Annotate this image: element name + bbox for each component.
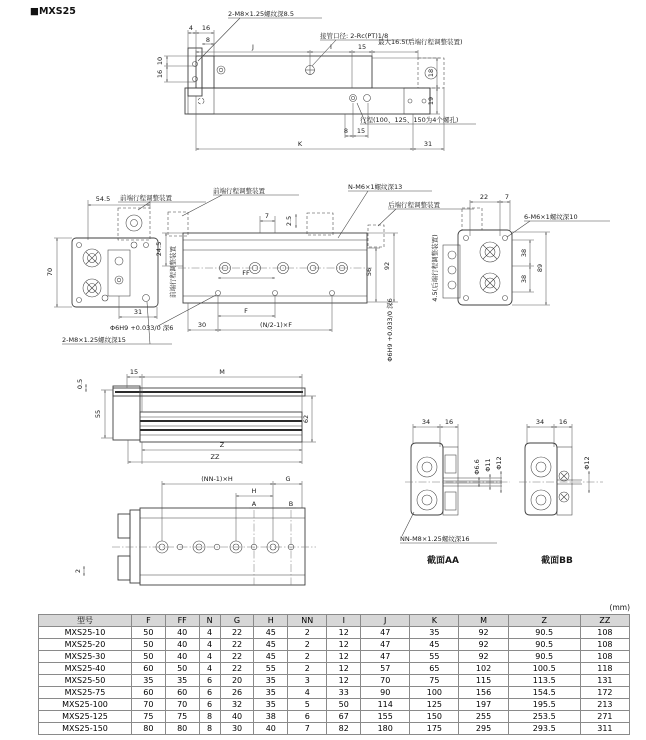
value-cell: 40 [165,651,199,663]
model-cell: MXS25-150 [39,723,132,735]
value-cell: 8 [199,723,220,735]
value-cell: 90.5 [508,627,580,639]
value-cell: 12 [327,663,361,675]
value-cell: 40 [254,723,288,735]
dim-F: F [244,307,248,315]
value-cell: 47 [361,651,410,663]
table-row [39,675,630,687]
guide-bore [417,490,437,510]
value-cell: 70 [361,675,410,687]
value-cell: 156 [459,687,508,699]
dim-H: H [251,487,257,495]
dim-2: 2 [74,568,82,574]
value-cell: 80 [165,723,199,735]
value-cell: 7 [288,723,327,735]
dim-8: 8 [205,36,211,44]
dim-16b: 16 [156,69,164,79]
dim-phi-11: Φ11 [484,458,492,472]
value-cell: 26 [220,687,254,699]
value-cell: 20 [220,675,254,687]
value-cell: 30 [220,723,254,735]
table-row [39,663,630,675]
column-header: N [199,615,220,627]
value-cell: 100 [410,687,459,699]
profile-view [76,368,316,464]
column-header: F [132,615,166,627]
value-cell: 57 [361,663,410,675]
value-cell: 75 [165,711,199,723]
dim-89: 89 [536,263,544,273]
value-cell: 195.5 [508,699,580,711]
section-aa [400,418,510,566]
value-cell: 60 [165,687,199,699]
value-cell: 4 [288,687,327,699]
value-cell: 2 [288,627,327,639]
dim-phi-12: Φ12 [583,456,591,470]
dim-30: 30 [197,321,207,329]
value-cell: 213 [580,699,629,711]
dim-7: 7 [264,212,270,220]
section-line-A-label: A [251,500,257,508]
model-cell: MXS25-75 [39,687,132,699]
value-cell: 90.5 [508,639,580,651]
dim-K: K [297,140,303,148]
value-cell: 40 [165,639,199,651]
column-header: FF [165,615,199,627]
value-cell: 8 [199,711,220,723]
thread-label: N-M6×1螺纹深13 [348,183,403,191]
value-cell: 2 [288,651,327,663]
dim-G: G [285,475,291,483]
dim-22: 22 [479,193,489,201]
model-cell: MXS25-10 [39,627,132,639]
value-cell: 40 [220,711,254,723]
value-cell: 12 [327,675,361,687]
column-header: NN [288,615,327,627]
column-header: K [410,615,459,627]
value-cell: 6 [199,675,220,687]
front-adjuster-label: 前端行程调整装置 [213,187,265,195]
dim-38b: 38 [520,274,528,284]
value-cell: 75 [410,675,459,687]
value-cell: 4 [199,663,220,675]
dim-54-5: 54.5 [95,195,111,203]
value-cell: 50 [132,639,166,651]
value-cell: 253.5 [508,711,580,723]
dim-15: 15 [129,368,139,376]
value-cell: 108 [580,627,629,639]
model-cell: MXS25-30 [39,651,132,663]
side-note: 前端行程调整装置 [169,246,177,298]
model-cell: MXS25-50 [39,675,132,687]
value-cell: 32 [220,699,254,711]
spec-table-header-row [39,615,630,627]
value-cell: 70 [165,699,199,711]
section-bb-caption: 截面BB [541,556,573,566]
stroke-note: 行程(100、125、150为4个螺孔) [360,116,459,124]
value-cell: 6 [199,699,220,711]
table-row [39,699,630,711]
stroke-hole [364,95,371,102]
value-cell: 75 [132,711,166,723]
rear-note: 4.5(后端行程调整装置) [431,234,439,302]
column-header: Z [508,615,580,627]
value-cell: 4 [199,651,220,663]
guide-bore [531,490,551,510]
value-cell: 180 [361,723,410,735]
table-row [39,723,630,735]
value-cell: 45 [254,651,288,663]
value-cell: 118 [580,663,629,675]
table-row [39,639,630,651]
model-cell: MXS25-20 [39,639,132,651]
value-cell: 45 [254,639,288,651]
model-cell: MXS25-100 [39,699,132,711]
value-cell: 45 [410,639,459,651]
max-stroke-label: 最大16.5(后端行程调整装置) [378,38,463,46]
dim-ZZ: ZZ [210,453,220,461]
table-row [39,687,630,699]
value-cell: 295 [459,723,508,735]
spec-table [38,614,630,735]
dim-34: 34 [421,418,431,426]
dim-31: 31 [423,140,433,148]
value-cell: 67 [327,711,361,723]
value-cell: 22 [220,639,254,651]
value-cell: 35 [254,675,288,687]
value-cell: 115 [459,675,508,687]
value-cell: 12 [327,627,361,639]
dim-16: 16 [201,24,211,32]
value-cell: 6 [288,711,327,723]
value-cell: 55 [410,651,459,663]
dim-15b: 15 [356,127,366,135]
value-cell: 45 [254,627,288,639]
dim-92: 92 [383,261,391,271]
column-header: ZZ [580,615,629,627]
value-cell: 35 [254,699,288,711]
dim-16: 16 [444,418,454,426]
value-cell: 3 [288,675,327,687]
column-header: H [254,615,288,627]
value-cell: 12 [327,639,361,651]
column-header: I [327,615,361,627]
side-view [110,182,474,362]
adjuster-dashed-box [118,208,150,240]
value-cell: 108 [580,639,629,651]
value-cell: 35 [132,675,166,687]
spec-table-body [39,627,630,735]
dim-19: 19 [427,96,435,106]
value-cell: 154.5 [508,687,580,699]
value-cell: 175 [410,723,459,735]
column-header: G [220,615,254,627]
section-line-B-label: B [288,500,294,508]
left-end-view [46,193,206,344]
value-cell: 92 [459,651,508,663]
dim-34: 34 [535,418,545,426]
value-cell: 60 [132,663,166,675]
body-outline [458,230,512,305]
port-label: 接管口径: 2-Rc(PT)1/8 [320,32,389,40]
value-cell: 50 [327,699,361,711]
dim-M: M [219,368,225,376]
dim-18: 18 [427,68,435,78]
value-cell: 35 [254,687,288,699]
front-adjuster-label: 前端行程调整装置 [120,194,172,202]
value-cell: 150 [410,711,459,723]
value-cell: 55 [254,663,288,675]
value-cell: 197 [459,699,508,711]
dim-phi-12: Φ12 [495,456,503,470]
value-cell: 6 [199,687,220,699]
value-cell: 47 [361,627,410,639]
value-cell: 125 [410,699,459,711]
value-cell: 131 [580,675,629,687]
value-cell: 255 [459,711,508,723]
stroke-hole [350,95,357,102]
value-cell: 12 [327,651,361,663]
value-cell: 114 [361,699,410,711]
rear-adjuster-label: 后端行程调整装置 [388,201,440,209]
column-header: 型号 [39,615,132,627]
body-outline [411,443,443,515]
value-cell: 47 [361,639,410,651]
value-cell: 155 [361,711,410,723]
dim-31: 31 [133,308,143,316]
dim-J: J [252,43,254,51]
m8-thread-hole [143,295,150,302]
value-cell: 92 [459,627,508,639]
guide-bore [417,457,437,477]
value-cell: 33 [327,687,361,699]
section-aa-caption: 截面AA [427,556,459,566]
section-bb [519,418,603,566]
value-cell: 108 [580,651,629,663]
mount-hole [193,77,198,82]
value-cell: 102 [459,663,508,675]
value-cell: 90.5 [508,651,580,663]
value-cell: 22 [220,651,254,663]
value-cell: 80 [132,723,166,735]
dim-55: 55 [94,409,102,419]
value-cell: 271 [580,711,629,723]
dim-10: 10 [156,56,164,66]
value-cell: 4 [199,639,220,651]
value-cell: 50 [165,663,199,675]
dim-7: 7 [504,193,510,201]
guide-bore [531,457,551,477]
thread-label: 2-M8×1.25螺纹深8.5 [228,10,294,18]
dim-4: 4 [188,24,194,32]
column-header: M [459,615,508,627]
value-cell: 22 [220,627,254,639]
dim-Z: Z [219,441,225,449]
page-title: ■MXS25 [30,6,76,17]
value-cell: 40 [165,627,199,639]
bottom-view [74,475,316,585]
value-cell: 35 [165,675,199,687]
dim-N2F: (N/2-1)×F [260,321,292,329]
right-end-view [443,193,610,305]
dim-phi-6-6: Φ6.6 [473,459,481,475]
value-cell: 113.5 [508,675,580,687]
top-plan-view [156,9,476,151]
value-cell: 22 [220,663,254,675]
table-row [39,711,630,723]
value-cell: 50 [132,627,166,639]
value-cell: 311 [580,723,629,735]
reamed-hole-label-2: Φ6H9 +0.033/0 深6 [386,298,394,362]
value-cell: 5 [288,699,327,711]
dim-24-5: 24.5 [155,241,163,257]
table-row [39,627,630,639]
table-row [39,651,630,663]
reamed-hole-label: Φ6H9 +0.033/0 深6 [110,324,174,332]
thread-label: 6-M6×1螺纹深10 [524,213,578,221]
column-header: J [361,615,410,627]
value-cell: 50 [132,651,166,663]
dim-0-5: 0.5 [76,378,84,390]
dim-38a: 38 [520,248,528,258]
dim-FF: FF [242,269,250,277]
body-outline [525,443,557,515]
value-cell: 2 [288,639,327,651]
thread-label: NN-M8×1.25螺纹深16 [400,535,470,543]
value-cell: 100.5 [508,663,580,675]
value-cell: 92 [459,639,508,651]
model-cell: MXS25-125 [39,711,132,723]
value-cell: 35 [410,627,459,639]
value-cell: 4 [199,627,220,639]
dim-70: 70 [46,267,54,277]
dim-I: I [330,43,332,51]
value-cell: 172 [580,687,629,699]
value-cell: 90 [361,687,410,699]
dim-15: 15 [357,43,367,51]
value-cell: 38 [254,711,288,723]
dim-62: 62 [302,414,310,424]
value-cell: 60 [132,687,166,699]
dim-2-5: 2.5 [285,215,293,227]
dim-NN-H: (NN-1)×H [201,475,233,483]
dim-56: 56 [365,267,373,277]
value-cell: 2 [288,663,327,675]
value-cell: 293.5 [508,723,580,735]
value-cell: 82 [327,723,361,735]
unit-label: (mm) [609,603,630,612]
rail-body [140,412,302,442]
dim-16: 16 [558,418,568,426]
model-cell: MXS25-40 [39,663,132,675]
dim-8b: 8 [343,127,349,135]
body-outline [72,238,158,307]
value-cell: 65 [410,663,459,675]
thread-label: 2-M8×1.25螺纹深15 [62,336,126,344]
value-cell: 70 [132,699,166,711]
